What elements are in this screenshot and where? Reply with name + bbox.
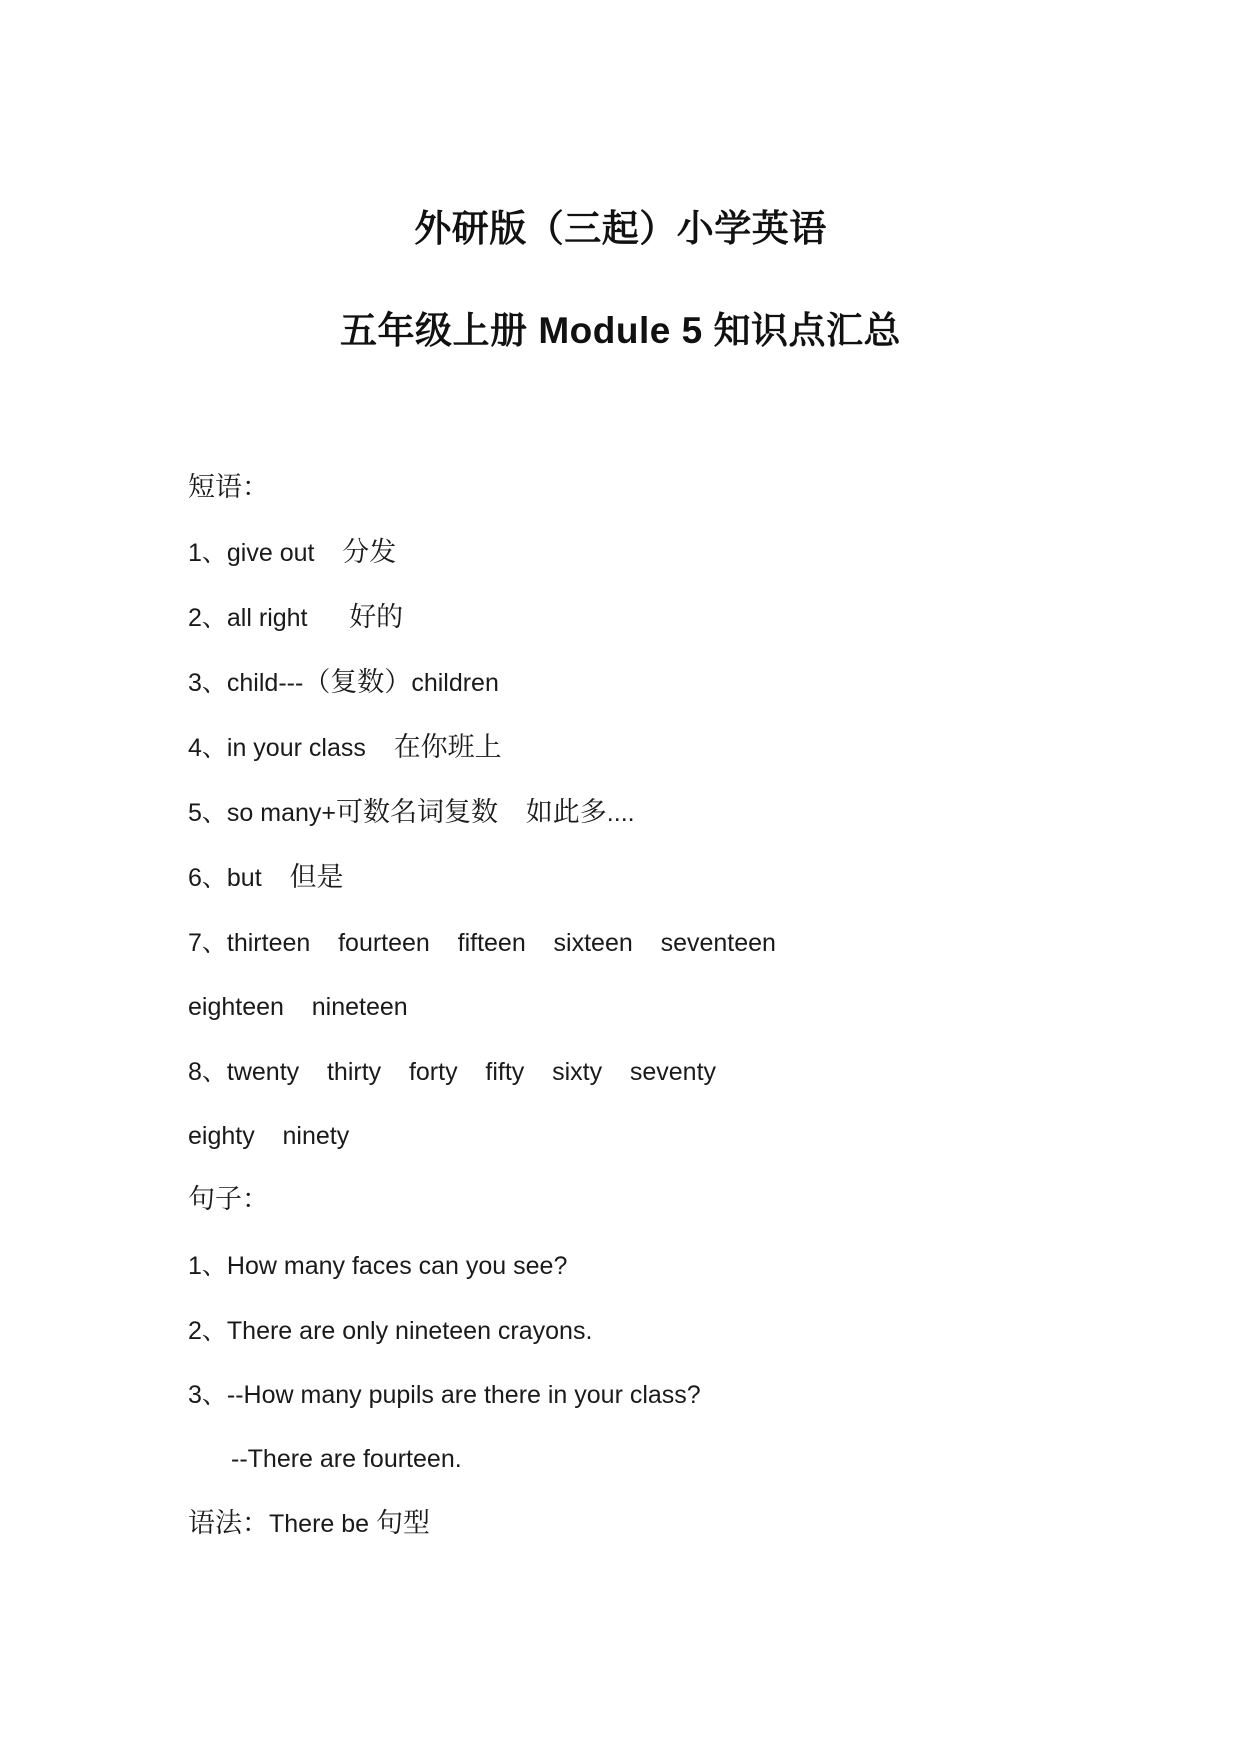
phrase-item-5: 5、so many+可数名词复数 如此多.... — [188, 797, 635, 828]
tens-row-1: 8、twenty thirty forty fifty sixty seventy — [188, 1058, 717, 1086]
teens-row-1: 7、thirteen fourteen fifteen sixteen seventeen — [188, 929, 776, 957]
phrase-item-1: 1、give out 分发 — [188, 537, 397, 568]
document-subtitle: 五年级上册 Module 5 知识点汇总 — [340, 310, 901, 351]
sentence-answer: --There are fourteen. — [231, 1445, 462, 1473]
phrase-item-3: 3、child---（复数）children — [188, 667, 499, 698]
sentence-item-2: 2、There are only nineteen crayons. — [188, 1317, 593, 1345]
phrase-item-2: 2、all right 好的 — [188, 602, 404, 633]
grammar-line: 语法：There be 句型 — [188, 1508, 431, 1539]
sentences-heading: 句子： — [188, 1184, 269, 1215]
phrases-heading: 短语： — [188, 472, 269, 503]
sentence-item-1: 1、How many faces can you see? — [188, 1252, 568, 1280]
sentence-item-3: 3、--How many pupils are there in your class? — [188, 1381, 701, 1409]
teens-row-2: eighteen nineteen — [188, 993, 408, 1021]
tens-row-2: eighty ninety — [188, 1122, 350, 1150]
document-title: 外研版（三起）小学英语 — [414, 208, 827, 249]
phrase-item-6: 6、but 但是 — [188, 862, 344, 893]
phrase-item-4: 4、in your class 在你班上 — [188, 732, 502, 763]
